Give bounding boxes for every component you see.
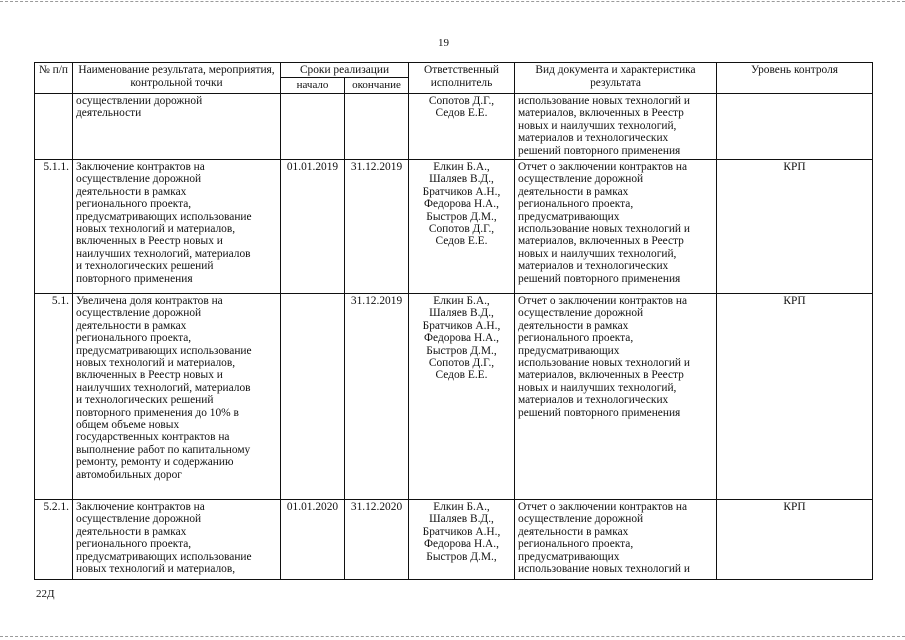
document-line: предусматривающих	[518, 344, 620, 357]
result-name	[73, 294, 281, 500]
result-name-line: Увеличена доля контрактов на	[76, 295, 223, 307]
result-name-line: предусматривающих использование	[76, 344, 252, 357]
document-line: Отчет о заключении контрактов на	[518, 501, 688, 513]
table-row	[35, 500, 873, 580]
executor-name: Елкин Б.А.,	[433, 161, 490, 173]
executor-name: Седов Е.Е.	[435, 107, 488, 120]
executor-name: Быстров Д.М.,	[426, 344, 497, 357]
control-level	[717, 94, 873, 160]
result-name-line: новых технологий и материалов,	[76, 357, 236, 370]
executor-name: Шаляев В.Д.,	[429, 307, 494, 320]
result-name-line: деятельности в рамках	[76, 185, 187, 198]
document-line: Отчет о заключении контрактов на	[518, 295, 688, 307]
result-name-line: ремонту, ремонту и содержанию	[76, 456, 234, 469]
document-line: материалов, включенных в Реестр	[518, 107, 684, 120]
executor-name: Братчиков А.Н.,	[422, 319, 501, 332]
document-line: использование новых технологий и	[518, 95, 690, 107]
document-line: материалов, включенных в Реестр	[518, 235, 684, 248]
document-line: предусматривающих	[518, 550, 620, 563]
control-level: КРП	[717, 160, 873, 294]
document-line: регионального проекта,	[518, 198, 634, 211]
document-line: Отчет о заключении контрактов на	[518, 161, 688, 173]
executor-name: Федорова Н.А.,	[424, 538, 499, 551]
document-line: новых и наилучших технологий,	[518, 247, 677, 260]
executor-name: Елкин Б.А.,	[433, 295, 490, 307]
executors	[409, 160, 515, 294]
result-name-line: общем объеме новых	[76, 419, 180, 432]
result-name-line: наилучших технологий, материалов	[76, 247, 251, 260]
executor-name: Сопотов Д.Г.,	[428, 357, 495, 370]
result-name-line: регионального проекта,	[76, 538, 192, 551]
end-date	[345, 94, 409, 160]
document-line: осуществление дорожной	[518, 173, 644, 186]
result-name-line: включенных в Реестр новых и	[76, 235, 223, 248]
result-name-line: выполнение работ по капитальному	[76, 443, 251, 456]
document-line: регионального проекта,	[518, 538, 634, 551]
result-name-line: и технологических решений	[76, 394, 214, 407]
result-name-line: осуществление дорожной	[76, 307, 202, 320]
result-name-line: наилучших технологий, материалов	[76, 381, 251, 394]
result-name-line: автомобильных дорог	[76, 468, 182, 481]
footer-code: 22Д	[36, 588, 55, 600]
result-name-line: и технологических решений	[76, 260, 214, 273]
document-line: решений повторного применения	[518, 406, 681, 419]
executor-name: Сопотов Д.Г.,	[428, 223, 495, 236]
result-name-line: Заключение контрактов на	[76, 501, 205, 513]
executor-name: Федорова Н.А.,	[424, 332, 499, 345]
document-line: использование новых технологий и	[518, 357, 690, 370]
document-line: решений повторного применения	[518, 144, 681, 157]
document-line: предусматривающих	[518, 210, 620, 223]
page-number: 19	[438, 37, 449, 49]
document-description	[515, 160, 717, 294]
document-line: деятельности в рамках	[518, 525, 629, 538]
document-line: регионального проекта,	[518, 332, 634, 345]
table-row	[35, 94, 873, 160]
start-date	[281, 94, 345, 160]
executors	[409, 294, 515, 500]
executor-name: Елкин Б.А.,	[433, 501, 490, 513]
header-executor: Ответственный исполнитель	[409, 63, 515, 94]
header-doc: Вид документа и характеристика результата	[515, 63, 717, 94]
executor-name: Братчиков А.Н.,	[422, 525, 501, 538]
result-name-line: деятельности	[76, 107, 142, 120]
header-control: Уровень контроля	[717, 63, 873, 94]
document-description	[515, 294, 717, 500]
executor-name: Быстров Д.М.,	[426, 210, 497, 223]
result-name	[73, 500, 281, 580]
header-end: окончание	[345, 78, 409, 94]
result-name-line: новых технологий и материалов,	[76, 223, 236, 236]
result-name-line: государственных контрактов на	[76, 431, 230, 444]
result-name-line: регионального проекта,	[76, 198, 192, 211]
result-name-line: регионального проекта,	[76, 332, 192, 345]
executor-name: Братчиков А.Н.,	[422, 185, 501, 198]
result-name-line: новых технологий и материалов,	[76, 563, 236, 576]
result-name-line: осуществлении дорожной	[76, 95, 203, 107]
executor-name: Сопотов Д.Г.,	[428, 95, 495, 107]
control-level: КРП	[717, 500, 873, 580]
document-line: материалов и технологических	[518, 260, 669, 273]
row-number	[35, 94, 73, 160]
document-line: новых и наилучших технологий,	[518, 381, 677, 394]
header-terms: Сроки реализации	[281, 63, 409, 78]
result-name	[73, 94, 281, 160]
result-name-line: деятельности в рамках	[76, 525, 187, 538]
document-line: использование новых технологий и	[518, 223, 690, 236]
document-description	[515, 94, 717, 160]
document-line: использование новых технологий и	[518, 563, 690, 576]
end-date: 31.12.2019	[345, 294, 409, 500]
executor-name: Шаляев В.Д.,	[429, 173, 494, 186]
header-name: Наименование результата, мероприятия, контрольной точки	[73, 63, 281, 94]
document-line: осуществление дорожной	[518, 513, 644, 526]
end-date: 31.12.2019	[345, 160, 409, 294]
scan-edge-top	[0, 1, 905, 2]
header-start: начало	[281, 78, 345, 94]
document-line: материалов, включенных в Реестр	[518, 369, 684, 382]
result-name-line: включенных в Реестр новых и	[76, 369, 223, 382]
header-num: № п/п	[35, 63, 73, 94]
start-date: 01.01.2020	[281, 500, 345, 580]
document-line: материалов и технологических	[518, 394, 669, 407]
document-line: решений повторного применения	[518, 272, 681, 285]
executor-name: Седов Е.Е.	[435, 369, 488, 382]
start-date	[281, 294, 345, 500]
row-number: 5.1.	[35, 294, 73, 500]
plan-table	[34, 62, 873, 580]
row-number: 5.1.1.	[35, 160, 73, 294]
end-date: 31.12.2020	[345, 500, 409, 580]
table-row	[35, 294, 873, 500]
executor-name: Седов Е.Е.	[435, 235, 488, 248]
executor-name: Быстров Д.М.,	[426, 550, 497, 563]
document-description	[515, 500, 717, 580]
control-level: КРП	[717, 294, 873, 500]
executors	[409, 94, 515, 160]
document-line: материалов и технологических	[518, 132, 669, 145]
row-number: 5.2.1.	[35, 500, 73, 580]
start-date: 01.01.2019	[281, 160, 345, 294]
document-line: новых и наилучших технологий,	[518, 119, 677, 132]
result-name-line: предусматривающих использование	[76, 210, 252, 223]
result-name-line: Заключение контрактов на	[76, 161, 205, 173]
executor-name: Федорова Н.А.,	[424, 198, 499, 211]
document-line: деятельности в рамках	[518, 319, 629, 332]
plan-table-body	[35, 94, 873, 580]
table-row	[35, 160, 873, 294]
result-name-line: осуществление дорожной	[76, 513, 202, 526]
executors	[409, 500, 515, 580]
result-name	[73, 160, 281, 294]
document-line: осуществление дорожной	[518, 307, 644, 320]
result-name-line: повторного применения	[76, 272, 193, 285]
scan-edge-bottom	[0, 636, 905, 637]
executor-name: Шаляев В.Д.,	[429, 513, 494, 526]
document-line: деятельности в рамках	[518, 185, 629, 198]
result-name-line: деятельности в рамках	[76, 319, 187, 332]
result-name-line: предусматривающих использование	[76, 550, 252, 563]
result-name-line: повторного применения до 10% в	[76, 406, 239, 419]
result-name-line: осуществление дорожной	[76, 173, 202, 186]
